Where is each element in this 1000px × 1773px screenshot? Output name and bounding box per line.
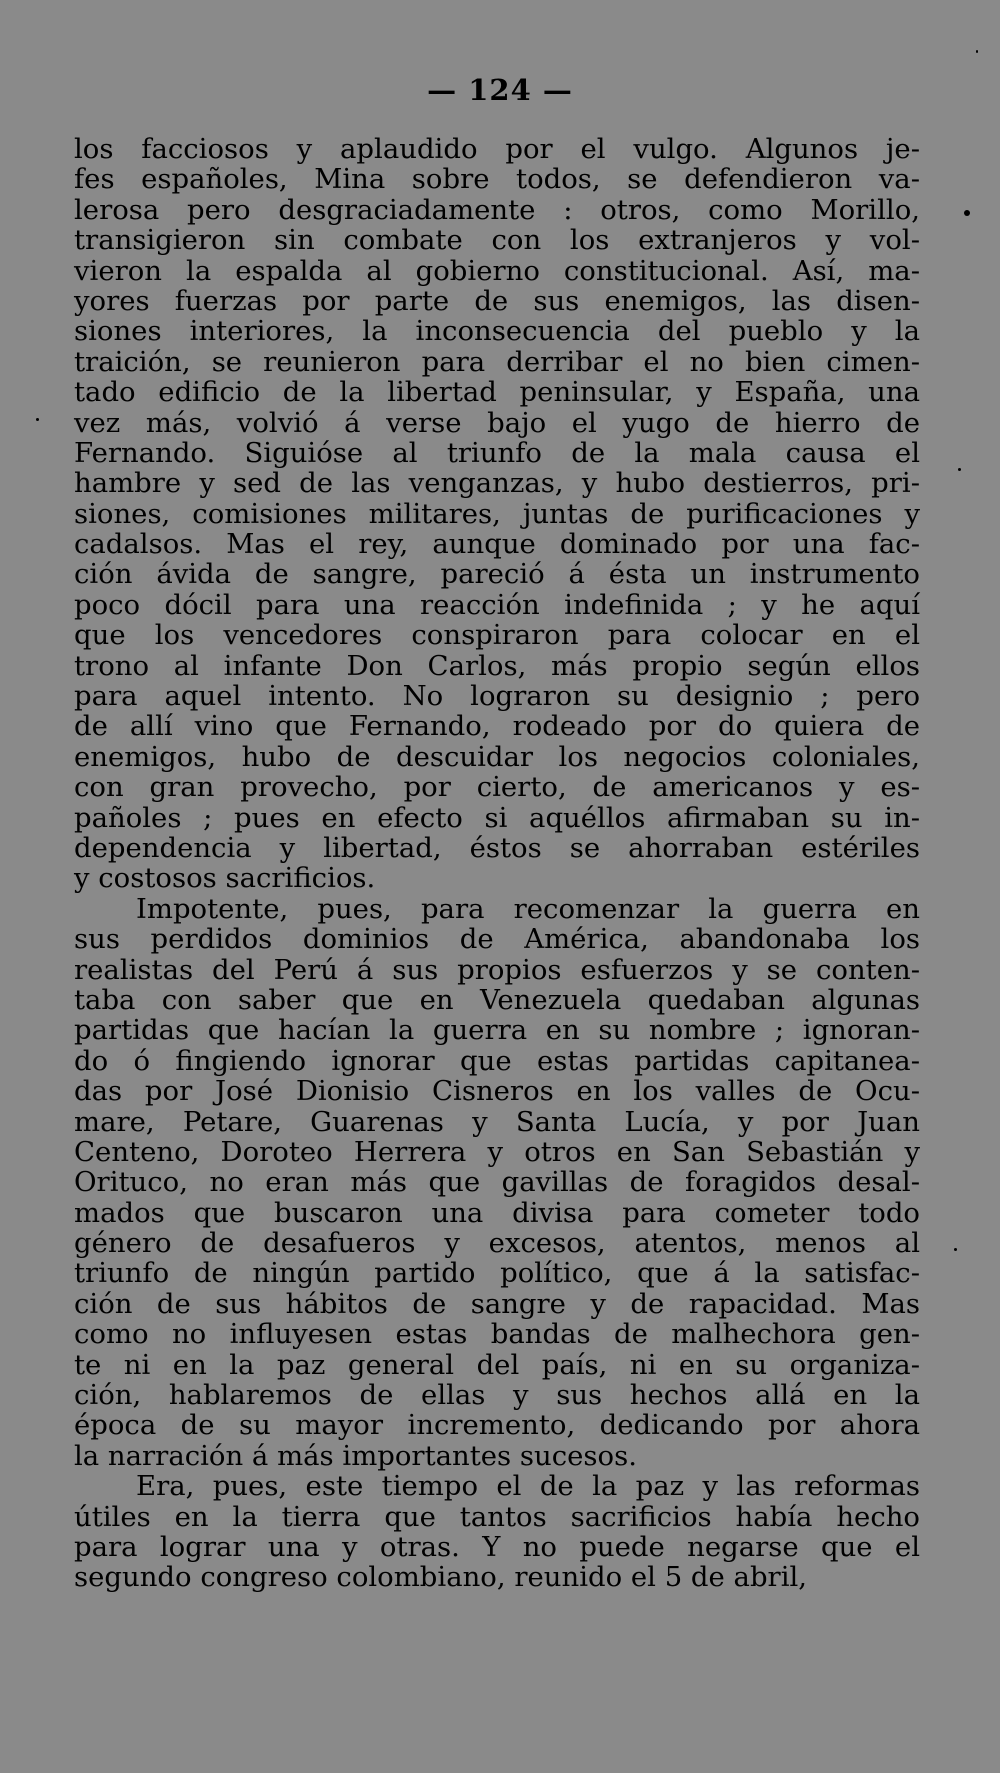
text-line: ción de sus hábitos de sangre y de rapacidad. Mas [74,1287,920,1320]
text-line: Impotente, pues, para recomenzar la guerra en [136,892,920,925]
text-line: tado edificio de la libertad peninsular, y España, una [74,376,920,409]
text-line: Era, pues, este tiempo el de la paz y las reformas [136,1470,920,1503]
paragraph [74,134,920,894]
text-line: vieron la espalda al gobierno constitucional. Así, ma- [74,254,920,287]
text-line: para lograr una y otras. Y no puede negarse que el [74,1530,920,1563]
text-line: Fernando. Siguióse al triunfo de la mala causa el [74,436,920,469]
text-line: taba con saber que en Venezuela quedaban algunas [74,983,920,1016]
text-line: do ó fingiendo ignorar que estas partidas capitanea- [74,1044,920,1077]
text-line: Centeno, Doroteo Herrera y otros en San Sebastián y [74,1135,920,1168]
body-text [74,134,920,1593]
text-line: útiles en la tierra que tantos sacrificios había hecho [74,1500,920,1533]
text-line: fes españoles, Mina sobre todos, se defendieron va- [74,163,920,196]
paragraph [74,1471,920,1593]
text-line: das por José Dionisio Cisneros en los valles de Ocu- [74,1075,920,1108]
text-line: pañoles ; pues en efecto si aquéllos afirmaban su in- [74,801,920,834]
scan-speck [976,50,978,53]
text-line: partidas que hacían la guerra en su nombre ; ignoran- [74,1014,920,1047]
text-line: dependencia y libertad, éstos se ahorraban estériles [74,831,920,864]
text-line: triunfo de ningún partido político, que á la satisfac- [74,1257,920,1290]
text-line: hambre y sed de las venganzas, y hubo destierros, pri- [74,467,920,500]
text-line: de allí vino que Fernando, rodeado por do quiera de [74,710,920,743]
text-line: época de su mayor incremento, dedicando por ahora [74,1409,920,1442]
text-line: ción ávida de sangre, pareció á ésta un instrumento [74,558,920,591]
text-line: como no influyesen estas bandas de malhechora gen- [74,1318,920,1351]
text-line: mados que buscaron una divisa para cometer todo [74,1196,920,1229]
scan-speck [954,1248,957,1251]
text-line: sus perdidos dominios de América, abandonaba los [74,923,920,956]
text-line: siones, comisiones militares, juntas de purificaciones y [74,497,920,530]
paragraph [74,894,920,1471]
text-line: los facciosos y aplaudido por el vulgo. Algunos je- [74,133,920,165]
text-line: y costosos sacrificios. [74,862,376,895]
text-line: para aquel intento. No lograron su designio ; pero [74,680,920,713]
text-line: género de desafueros y excesos, atentos, menos al [74,1227,920,1260]
text-line: realistas del Perú á sus propios esfuerzos y se conten- [74,953,920,986]
text-line: con gran provecho, por cierto, de americanos y es- [74,771,920,804]
text-line: te ni en la paz general del país, ni en su organiza- [74,1348,920,1381]
text-line: segundo congreso colombiano, reunido el 5 de abril, [74,1561,808,1594]
text-line: Orituco, no eran más que gavillas de foragidos desal- [74,1166,920,1199]
text-line: que los vencedores conspiraron para colocar en el [74,619,920,652]
scan-speck [958,468,961,471]
text-line: yores fuerzas por parte de sus enemigos, las disen- [74,284,920,317]
text-line: mare, Petare, Guarenas y Santa Lucía, y por Juan [74,1105,920,1138]
text-line: vez más, volvió á verse bajo el yugo de hierro de [74,406,920,439]
scan-speck [964,210,970,216]
text-line: transigieron sin combate con los extranjeros y vol- [74,224,920,257]
page-number: — 124 — [427,73,573,107]
text-line: lerosa pero desgraciadamente : otros, como Morillo, [74,193,920,226]
text-line: enemigos, hubo de descuidar los negocios coloniales, [74,740,920,773]
text-line: poco dócil para una reacción indefinida ; y he aquí [74,588,920,621]
text-line: trono al infante Don Carlos, más propio según ellos [74,649,920,682]
text-line: la narración á más importantes sucesos. [74,1439,637,1472]
text-line: cadalsos. Mas el rey, aunque dominado por una fac- [74,528,920,561]
text-line: ción, hablaremos de ellas y sus hechos allá en la [74,1379,920,1412]
text-line: siones interiores, la inconsecuencia del pueblo y la [74,315,920,348]
scan-speck [36,418,39,421]
text-line: traición, se reunieron para derribar el no bien cimen- [74,345,920,378]
